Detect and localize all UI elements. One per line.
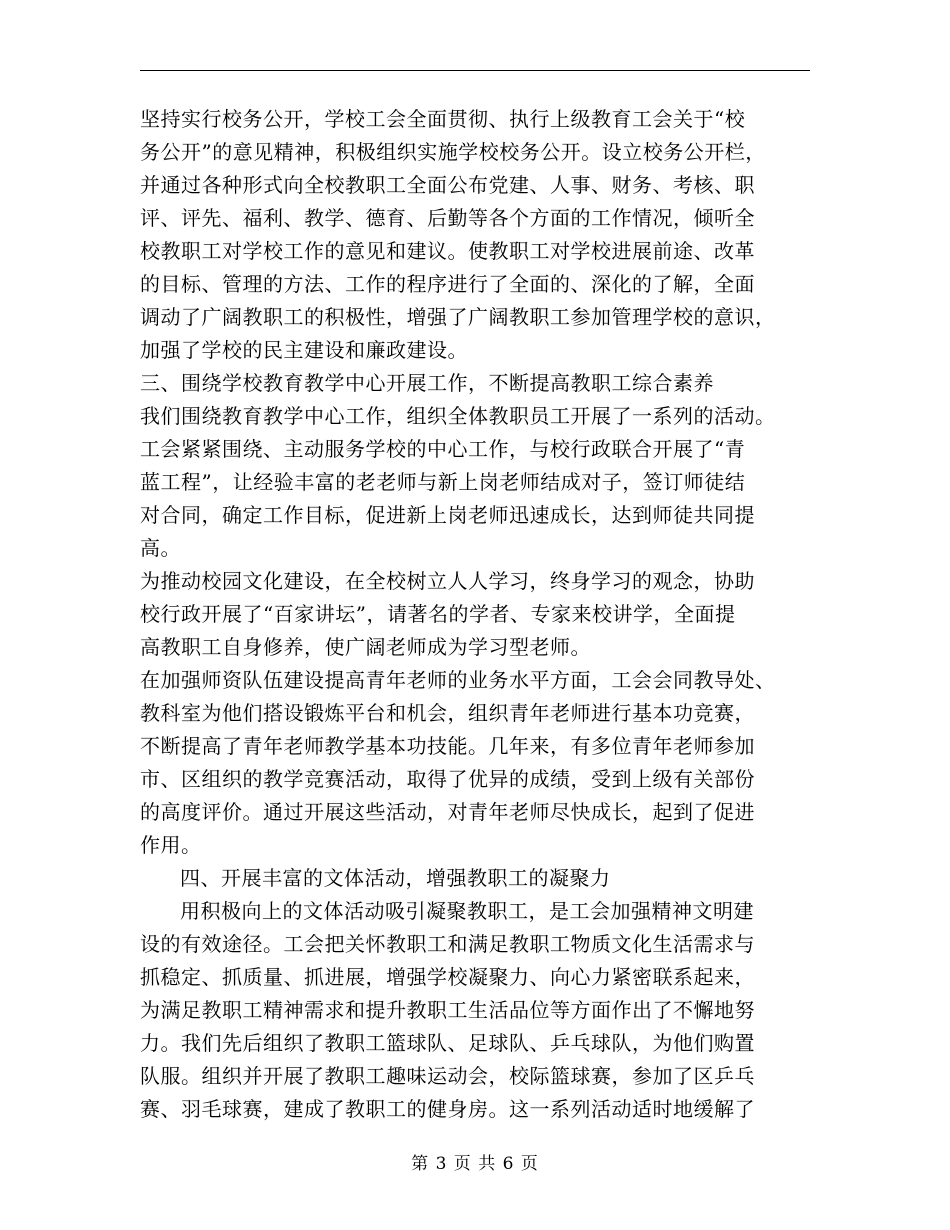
body-line: 队服。组织并开展了教职工趣味运动会，校际篮球赛，参加了区乒乓 [140,1064,755,1088]
section-heading: 四、开展丰富的文体活动，增强教职工的凝聚力 [180,866,611,890]
body-line: 坚持实行校务公开，学校工会全面贯彻、执行上级教育工会关于“校 [140,107,746,131]
body-line: 的目标、管理的方法、工作的程序进行了全面的、深化的了解，全面 [140,272,755,296]
header-rule [140,70,810,71]
body-line: 校行政开展了“百家讲坛”，请著名的学者、专家来校讲学，全面提 [140,602,736,626]
page-number: 第 3 页 共 6 页 [411,1154,539,1174]
body-line: 在加强师资队伍建设提高青年老师的业务水平方面，工会会同教导处、 [140,668,776,692]
body-line: 市、区组织的教学竞赛活动，取得了优异的成绩，受到上级有关部份 [140,767,755,791]
body-line: 为满足教职工精神需求和提升教职工生活品位等方面作出了不懈地努 [140,998,755,1022]
section-heading: 三、围绕学校教育教学中心开展工作，不断提高教职工综合素养 [140,371,714,395]
body-line: 评、评先、福利、教学、德育、后勤等各个方面的工作情况，倾听全 [140,206,755,230]
body-line: 不断提高了青年老师教学基本功技能。几年来，有多位青年老师参加 [140,734,755,758]
body-line: 高教职工自身修养，使广阔老师成为学习型老师。 [140,635,591,659]
body-line: 赛、羽毛球赛，建成了教职工的健身房。这一系列活动适时地缓解了 [140,1097,755,1121]
body-line: 力。我们先后组织了教职工篮球队、足球队、乒乓球队，为他们购置 [140,1031,755,1055]
body-line: 作用。 [140,833,202,857]
body-line: 用积极向上的文体活动吸引凝聚教职工，是工会加强精神文明建 [180,899,754,923]
body-line: 校教职工对学校工作的意见和建议。使教职工对学校进展前途、改革 [140,239,755,263]
body-line: 为推动校园文化建设，在全校树立人人学习，终身学习的观念，协助 [140,569,755,593]
body-line: 高。 [140,536,181,560]
body-line: 蓝工程”，让经验丰富的老老师与新上岗老师结成对子，签订师徒结 [140,470,746,494]
body-line: 工会紧紧围绕、主动服务学校的中心工作，与校行政联合开展了“青 [140,437,746,461]
body-line: 务公开”的意见精神，积极组织实施学校校务公开。设立校务公开栏， [140,140,766,164]
document-body [140,103,820,1126]
body-line: 教科室为他们搭设锻炼平台和机会，组织青年老师进行基本功竞赛， [140,701,755,725]
body-line: 并通过各种形式向全校教职工全面公布党建、人事、财务、考核、职 [140,173,755,197]
body-line: 对合同，确定工作目标，促进新上岗老师迅速成长，达到师徒共同提 [140,503,755,527]
body-line: 调动了广阔教职工的积极性，增强了广阔教职工参加管理学校的意识， [140,305,776,329]
body-line: 设的有效途径。工会把关怀教职工和满足教职工物质文化生活需求与 [140,932,755,956]
body-line: 加强了学校的民主建设和廉政建设。 [140,338,468,362]
body-line: 的高度评价。通过开展这些活动，对青年老师尽快成长，起到了促进 [140,800,755,824]
body-line: 我们围绕教育教学中心工作，组织全体教职员工开展了一系列的活动。 [140,404,776,428]
body-line: 抓稳定、抓质量、抓进展，增强学校凝聚力、向心力紧密联系起来， [140,965,755,989]
